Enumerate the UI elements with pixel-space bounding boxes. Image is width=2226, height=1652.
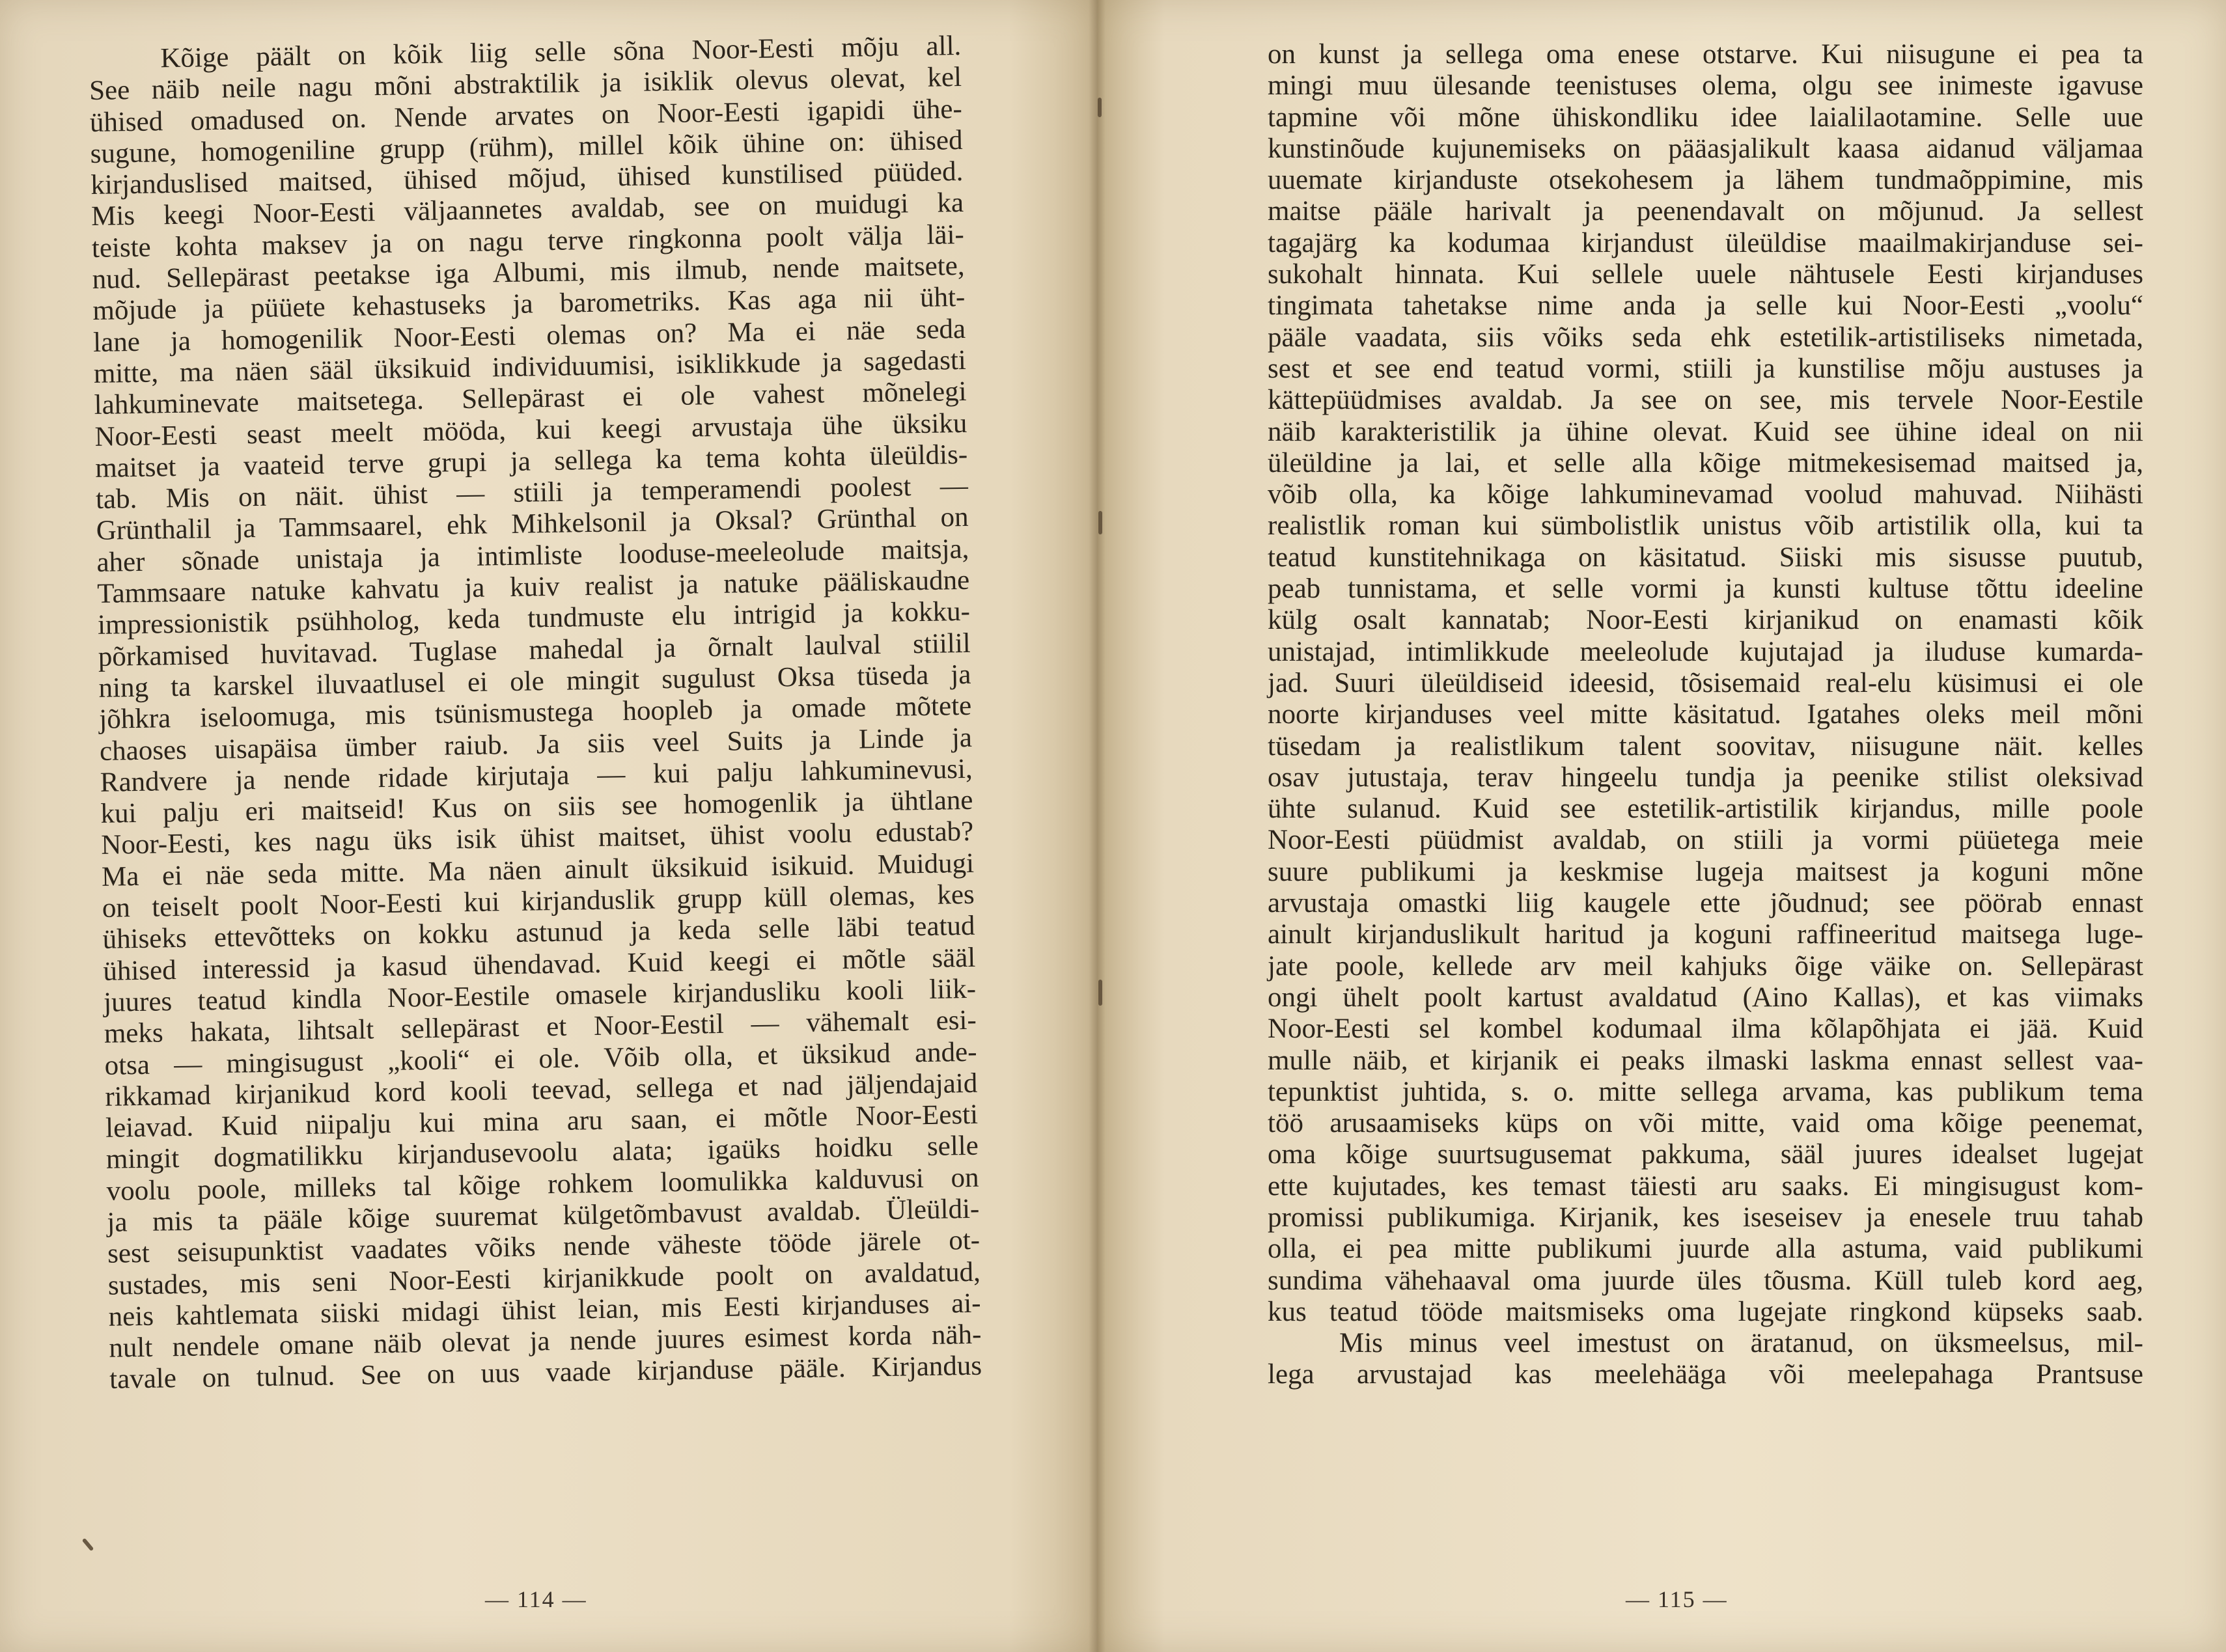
right_page-text-line: näib karakteristilik ja ühine olevat. Kuid see ühine ideal on nii (1268, 416, 2143, 447)
left_page-text-line: ja mis ta pääle kõige suuremat külgetõmbavust avaldab. Üleüldi- (107, 1193, 980, 1238)
left_page-text-line: leiavad. Kuid niipalju kui mina aru saan, ei mõtle Noor-Eesti (105, 1099, 979, 1144)
right_page-text-line: tepunktist juhtida, s. o. mitte sellega arvama, kas publikum tema (1268, 1076, 2143, 1107)
left_page-text-line: tab. Mis on näit. ühist — stiili ja temperamendi poolest — (95, 471, 969, 516)
right_page-text-line: pääle vaadata, siis võiks seda ehk estetilik-artistiliseks nimetada, (1268, 322, 2143, 353)
right-page-number: — 115 — (1626, 1586, 1728, 1612)
left-page-text (89, 31, 982, 1396)
left_page-text-line: otsa — mingisugust „kooli“ ei ole. Võib olla, et üksikud ande- (104, 1036, 977, 1081)
right-page (1097, 0, 2226, 1652)
left_page-text-line: ühised interessid ja kasud ühendavad. Kuid keegi ei mõtle sääl (102, 942, 976, 987)
right_page-text-line: kus teatud tööde maitsmiseks oma lugejate ringkond küpseks saab. (1268, 1296, 2143, 1327)
right_page-text-line: tingimata tahetakse nime anda ja selle kui Noor-Eesti „voolu“ (1268, 290, 2143, 322)
left-page-number: — 114 — (485, 1586, 587, 1612)
left_page-text-line: ühised omadused on. Nende arvates on Noor-Eesti igapidi ühe- (89, 93, 963, 138)
right_page-text-line: teatud kunstitehnikaga on käsitatud. Siiski mis sisusse puutub, (1268, 542, 2143, 573)
right_page-text-line: uuemate kirjanduste otsekohesem ja lähem tundmaõppimine, mis (1268, 165, 2143, 196)
left_page-text-line: nult nendele omane näib olevat ja nende juures esimest korda näh- (109, 1319, 982, 1364)
right_page-text-line: mingi muu ülesande teenistuses olema, olgu see inimeste igavuse (1268, 70, 2143, 102)
left_page-text-line: Kõige päält on kõik liig selle sõna Noor-Eesti mõju all. (160, 30, 962, 74)
right_page-text-line: võib olla, ka kõige lahkuminevamad voolud mahuvad. Niihästi (1268, 479, 2143, 510)
left_page-text-line: impressionistik psühholog, keda tundmuste elu intrigid ja kokku- (97, 596, 971, 641)
left_page-text-line: chaoses uisapäisa ümber raiub. Ja siis veel Suits ja Linde ja (99, 722, 973, 767)
right_page-text-line: jad. Suuri üleüldiseid ideesid, tõsisemaid real-elu küsimusi ei ole (1268, 667, 2143, 698)
left_page-text-line: lane ja homogenilik Noor-Eesti olemas on? Ma ei näe seda (92, 313, 966, 358)
right_page-text-line: jate poole, kellede arv meil kahjuks õige väike on. Sellepärast (1268, 950, 2143, 982)
left_page-text-line: kui palju eri maitseid! Kus on siis see homogenlik ja ühtlane (100, 784, 973, 829)
left-page (0, 0, 1097, 1652)
right_page-text-line: oma kõige suurtsugusemat pakkuma, sääl juures idealset lugejat (1268, 1139, 2143, 1170)
right_page-text-line: ühte sulanud. Kuid see estetilik-artistilik kirjandus, mille poole (1268, 793, 2143, 825)
left_page-text-line: kirjanduslised maitsed, ühised mõjud, ühised kunstilised püüded. (90, 156, 964, 201)
left_page-text-line: tavale on tulnud. See on uus vaade kirjanduse pääle. Kirjandus (109, 1351, 982, 1396)
right_page-text-line: ainult kirjanduslikult haritud ja koguni raffineeritud maitsega luge- (1268, 919, 2143, 950)
left_page-text-line: Mis keegi Noor-Eesti väljaannetes avaldab, see on muidugi ka (90, 187, 964, 232)
left_page-text-line: mitte, ma näen sääl üksikuid individuumisi, isiklikkude ja sagedasti (93, 344, 967, 389)
left_page-text-line: sugune, homogeniline grupp (rühm), millel kõik ühine on: ühised (90, 124, 963, 169)
right_page-text-line: Noor-Eesti püüdmist avaldab, on stiili ja vormi püüetega meie (1268, 825, 2143, 856)
left_page-text-line: Tammsaare natuke kahvatu ja kuiv realist ja natuke pääliskaudne (96, 564, 970, 609)
right-page-text (1268, 39, 2143, 1391)
left_page-text-line: See näib neile nagu mõni abstraktilik ja isiklik olevus olevat, kel (89, 62, 962, 107)
right_page-text-line: tapmine või mõne ühiskondliku idee laialilaotamine. Selle uue (1268, 102, 2143, 133)
right_page-text-line: Noor-Eesti sel kombel kodumaal ilma kõlapõhjata ei jää. Kuid (1268, 1013, 2143, 1045)
right_page-text-line: lega arvustajad kas meelehääga või meelepahaga Prantsuse (1268, 1359, 2143, 1390)
left_page-text-line: mõjude ja püüete kehastuseks ja barometriks. Kas aga nii üht- (92, 282, 966, 327)
right_page-text-line: peab tunnistama, et selle vormi ja kunsti kultuse tõttu ideeline (1268, 573, 2143, 605)
right_page-text-line: on kunst ja sellega oma enese otstarve. Kui niisugune ei pea ta (1268, 39, 2143, 70)
left_page-text-line: Noor-Eesti seast meelt mööda, kui keegi arvustaja ühe üksiku (94, 407, 967, 452)
left_page-text-line: on teiselt poolt Noor-Eesti kui kirjanduslik grupp küll olemas, kes (102, 879, 975, 924)
left_page-text-line: Randvere ja nende ridade kirjutaja — kui palju lahkuminevusi, (100, 753, 973, 798)
right_page-text-line: külg osalt kannatab; Noor-Eesti kirjanikud on enamasti kõik (1268, 605, 2143, 636)
right_page-text-line: ette kujutades, kes temast täiesti aru saaks. Ei mingisugust kom- (1268, 1170, 2143, 1202)
right_page-text-line: olla, ei pea mitte publikumi juurde alla astuma, vaid publikumi (1268, 1233, 2143, 1265)
right_page-text-line: sundima vähehaaval oma juurde üles tõusma. Küll tuleb kord aeg, (1268, 1265, 2143, 1296)
left_page-text-line: meks hakata, lihtsalt sellepärast et Noor-Eestil — vähemalt esi- (104, 1004, 977, 1050)
right_page-text-line: sukohalt hinnata. Kui sellele uuele nähtusele Eesti kirjanduses (1268, 259, 2143, 290)
right_page-text-line: kunstinõude kujunemiseks on pääasjalikult kaasa aidanud väljamaa (1268, 133, 2143, 164)
right_page-text-line: mulle näib, et kirjanik ei peaks ilmaski laskma ennast sellest vaa- (1268, 1045, 2143, 1076)
left_page-text-line: nud. Sellepärast peetakse iga Albumi, mis ilmub, nende maitsete, (92, 250, 965, 296)
left_page-text-line: teiste kohta maksev ja on nagu terve ringkonna poolt välja läi- (91, 219, 965, 264)
right_page-text-line: tagajärg ka kodumaa kirjandust üleüldise maailmakirjanduse sei- (1268, 227, 2143, 258)
right_page-text-line: ongi ühelt poolt kartust avaldatud (Aino Kallas), et kas viimaks (1268, 982, 2143, 1013)
left-edge-mark (82, 1538, 94, 1552)
left_page-text-line: ning ta karskel iluvaatlusel ei ole mingit sugulust Oksa tüseda ja (98, 659, 971, 704)
right_page-text-line: osav jutustaja, terav hingeelu tundja ja peenike stilist oleksivad (1268, 762, 2143, 793)
right_page-text-line: üleüldine ja lai, et selle alla kõige mitmekesisemad maitsed ja, (1268, 447, 2143, 478)
left_page-text-line: Ma ei näe seda mitte. Ma näen ainult üksikuid isikuid. Muidugi (101, 847, 975, 892)
right_page-text-line: realistlik roman kui sümbolistlik unistus võib artistilik olla, kui ta (1268, 510, 2143, 542)
right_page-text-line: maitse pääle harivalt ja peenendavalt on mõjunud. Ja sellest (1268, 196, 2143, 227)
left_page-text-line: juures teatud kindla Noor-Eestile omasele kirjandusliku kooli liik- (103, 973, 977, 1018)
left_page-text-line: põrkamised huvitavad. Tuglase mahedal ja õrnalt laulval stiilil (98, 627, 971, 672)
right_page-text-line: kättepüüdmises avaldab. Ja see on see, mis tervele Noor-Eestile (1268, 385, 2143, 416)
left_page-text-line: sustades, mis seni Noor-Eesti kirjanikkude poolt on avaldatud, (107, 1256, 981, 1301)
right_page-text-line: töö arusaamiseks küps on või mitte, vaid oma kõige peenemat, (1268, 1108, 2143, 1139)
left_page-text-line: voolu poole, milleks tal kõige rohkem loomulikka kalduvusi on (106, 1162, 979, 1207)
left_page-text-line: Grünthalil ja Tammsaarel, ehk Mihkelsonil ja Oksal? Grünthal on (96, 502, 969, 547)
right_page-text-line: tüsedam ja realistlikum talent soovitav, niisugune näit. kelles (1268, 730, 2143, 762)
left_page-text-line: aher sõnade unistaja ja intimliste looduse-meeleolude maitsja, (96, 533, 969, 578)
left_page-text-line: mingit dogmatilikku kirjandusevoolu alata; igaüks hoidku selle (105, 1131, 979, 1176)
left_page-text-line: neis kahtlemata siiski midagi ühist leian, mis Eesti kirjanduses ai- (108, 1287, 981, 1332)
left_page-text-line: Noor-Eesti, kes nagu üks isik ühist maitset, ühist voolu edustab? (100, 816, 974, 861)
right_page-text-line: arvustaja omastki liig kaugele ette jõudnud; see pöörab ennast (1268, 888, 2143, 919)
left_page-text-line: lahkuminevate maitsetega. Sellepärast ei ole vahest mõnelegi (94, 376, 967, 421)
left_page-text-line: rikkamad kirjanikud kord kooli teevad, sellega et nad jäljendajaid (105, 1067, 978, 1112)
right_page-text-line: suure publikumi ja keskmise lugeja maitsest ja koguni mõne (1268, 856, 2143, 887)
left_page-text-line: maitset ja vaateid terve grupi ja sellega ka tema kohta üleüldis- (94, 439, 968, 484)
right_page-text-line: promissi publikumiga. Kirjanik, kes iseseisev ja enesele truu tahab (1268, 1202, 2143, 1233)
left_page-text-line: jõhkra iseloomuga, mis tsünismustega hoopleb ja omade mõtete (98, 691, 972, 736)
book-gutter (1089, 0, 1106, 1652)
left_page-text-line: ühiseks ettevõtteks on kokku astunud ja keda selle läbi teatud (102, 911, 975, 956)
right_page-text-line: noorte kirjanduses veel mitte käsitatud. Igatahes oleks meil mõni (1268, 699, 2143, 730)
right_page-text-line: sest et see end teatud vormi, stiili ja kunstilise mõju austuses ja (1268, 353, 2143, 384)
left_page-text-line: sest seisupunktist vaadates võiks nende väheste tööde järele ot- (107, 1225, 981, 1270)
right_page-text-line: Mis minus veel imestust on äratanud, on üksmeelsus, mil- (1339, 1328, 2143, 1359)
right_page-text-line: unistajad, intimlikkude meeleolude kujutajad ja iluduse kumarda- (1268, 636, 2143, 667)
